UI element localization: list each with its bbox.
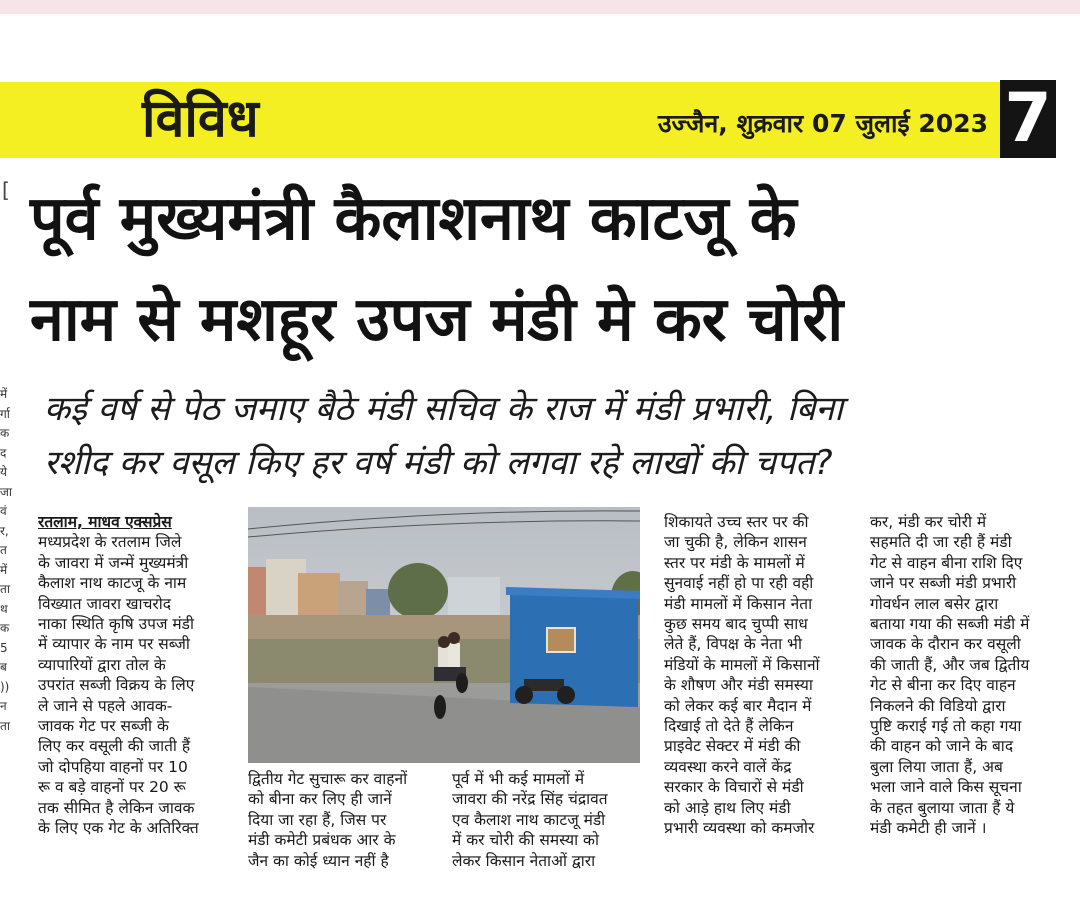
column-line: लिए कर वसूली की जाती हैं [38,737,191,756]
main-headline [30,168,1070,370]
dateline: उज्जैन, शुक्रवार 07 जुलाई 2023 [657,109,988,138]
column-line: शिकायते उच्च स्तर पर की [664,513,809,531]
article-column-4 [664,512,858,839]
column-line: बुला लिया जाता हैं, अब [870,757,1003,776]
column-line: की वाहन को जाने के बाद [870,737,1014,756]
fragment-line: 5 [0,640,8,655]
column-line: पूर्व में भी कई मामलों में [452,770,585,788]
column-line: एव कैलाश नाथ काटजू मंडी [452,810,606,829]
column-line: उपरांत सब्जी विक्रय के लिए [38,676,195,695]
column-line: मंडी कमेटी प्रबंधक आर के [248,831,396,850]
column-line: जावरा की नरेंद्र सिंह चंद्रावत [452,790,608,809]
masthead-bar [0,82,1000,158]
fragment-line: द [0,445,7,460]
column-line: कैलाश नाथ काटजू के नाम [38,574,187,593]
column-line: दिखाई तो देते हैं लेकिन [664,717,794,736]
article-column-3 [452,769,642,871]
section-title: विविध [142,89,259,149]
column-line: जाने पर सब्जी मंडी प्रभारी [870,574,1017,593]
fragment-line: ये [0,465,7,479]
column-line: कुछ समय बाद चुप्पी साध [664,615,808,634]
column-line: जा चुकी है, लेकिन शासन [664,533,807,552]
fragment-line: ब [0,660,7,674]
fragment-line: त [0,543,7,557]
column-line: जावक के दौरान कर वसूली [870,635,1021,654]
page-number: 7 [1000,80,1056,158]
column-line: गोवर्धन लाल बसेर द्वारा [870,594,999,613]
column-line: निकलने की विडियो द्वारा [870,696,1006,715]
photo-illustration [248,507,640,763]
previous-page-column-fragment [0,385,14,825]
column-line: के लिए एक गेट के अतिरिक्त [38,819,199,838]
fragment-line: र, [0,523,9,538]
column-line: की जाती हैं, और जब द्वितीय [870,655,1030,674]
article-column-1 [38,512,238,839]
fragment-line: में [0,562,8,577]
subheadline-line-1: कई वर्ष से पेठ जमाए बैठे मंडी सचिव के राज में मंडी प्रभारी, बिना [44,389,844,429]
fragment-line: थ [0,601,8,616]
column-line: दिया जा रहा हैं, जिस पर [248,810,387,829]
top-strip [0,0,1080,14]
column-line: जैन का कोई ध्यान नहीं है [248,851,389,870]
fragment-line: न [0,699,7,713]
column-line: ले जाने से पहले आवक- [38,696,173,715]
column-line: के तहत बुलाया जाता हैं ये [870,798,1015,817]
article-column-5 [870,512,1058,839]
column-line: जावक गेट पर सब्जी के [38,717,169,736]
column-line: लेते हैं, विपक्ष के नेता भी [664,635,802,654]
column-line: विख्यात जावरा खाचरोद [38,594,172,613]
previous-page-fragment-mark: [ [2,178,10,202]
column-line: रू व बड़े वाहनों पर 20 रू [38,778,186,797]
sub-headline [44,382,1074,490]
column-line: सरकार के विचारों से मंडी [664,778,804,797]
column-line: सहमति दी जा रही हैं मंडी [870,533,1012,552]
column-line: मध्यप्रदेश के रतलाम जिले [38,533,182,552]
column-line: लेकर किसान नेताओं द्वारा [452,851,596,870]
column-line: बताया गया की सब्जी मंडी में [870,615,1030,634]
column-line: जो दोपहिया वाहनों पर 10 [38,757,188,776]
column-line: सुनवाई नहीं हो पा रही वही [664,574,814,593]
column-line: को लेकर कई बार मैदान में [664,696,812,715]
column-line: में कर चोरी की समस्या को [452,831,599,850]
column-line: भला जाने वाले किस सूचना [870,778,1022,797]
column-line: तक सीमित है लेकिन जावक [38,798,195,817]
column-line: गेट से वाहन बीना राशि दिए [870,553,1023,572]
fragment-line: में [0,387,8,401]
column-line: मंडियों के मामलों में किसानों [664,655,820,674]
column-line: के जावरा में जन्में मुख्यमंत्री [38,553,189,572]
column-line: के शौषण और मंडी समस्या [664,676,813,695]
column-line: मंडी कमेटी ही जानें । [870,819,987,838]
fragment-line: क [0,621,10,635]
column-line: को बीना कर लिए ही जानें [248,790,392,809]
byline: रतलाम, माधव एक्सप्रेस [38,513,172,531]
market-gate-photo [248,507,640,763]
column-line: प्राइवेट सेक्टर में मंडी की [664,737,801,756]
fragment-line: र्गा [0,406,10,421]
fragment-line: ता [0,718,10,733]
subheadline-line-2: रशीद कर वसूल किए हर वर्ष मंडी को लगवा रहे लाखों की चपत? [44,443,833,483]
column-line: कर, मंडी कर चोरी में [870,513,987,531]
column-line: स्तर पर मंडी के मामलों में [664,553,805,572]
column-line: व्यवस्था करने वालें केंद्र [664,757,792,776]
column-line: व्यापारियों द्वारा तोल के [38,655,166,674]
column-line: नाका स्थिति कृषि उपज मंडी [38,615,194,634]
fragment-line: जा [0,484,13,499]
fragment-line: )) [0,679,10,694]
article-column-2 [248,769,436,871]
column-line: प्रभारी व्यवस्था को कमजोर [664,819,815,838]
column-line: द्वितीय गेट सुचारू कर वाहनों [248,770,408,788]
column-line: मंडी मामलों में किसान नेता [664,594,813,613]
fragment-line: ता [0,582,10,596]
fragment-line: वं [0,504,7,518]
headline-line-2: नाम से मशहूर उपज मंडी मे कर चोरी [30,284,844,355]
column-line: में व्यापार के नाम पर सब्जी [38,635,190,654]
headline-line-1: पूर्व मुख्यमंत्री कैलाशनाथ काटजू के [30,183,797,254]
column-line: को आड़े हाथ लिए मंडी [664,798,791,817]
fragment-line: क [0,426,10,440]
column-line: गेट से बीना कर दिए वाहन [870,676,1016,695]
column-line: पुष्टि कराई गई तो कहा गया [870,717,1022,736]
